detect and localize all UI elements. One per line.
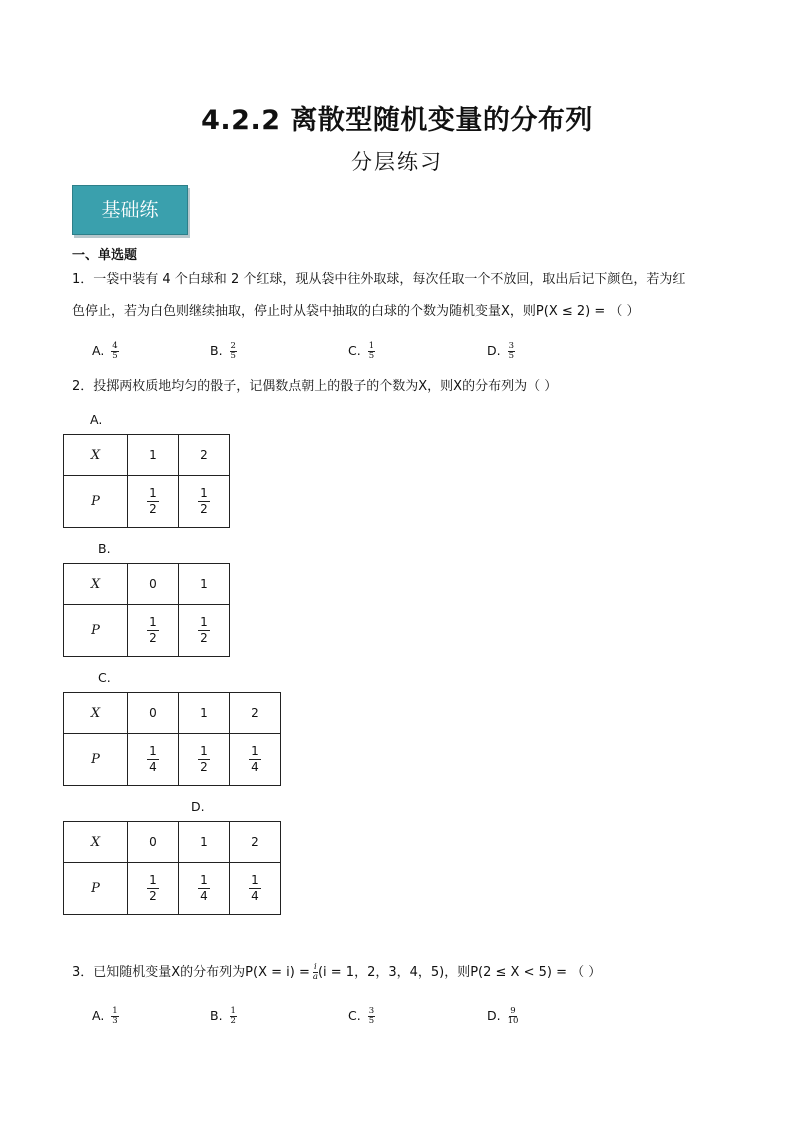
table-head-x: X: [64, 693, 128, 734]
fraction: $\frac{3}{5}$: [508, 341, 515, 361]
fraction: $\frac{9}{10}$: [507, 1006, 519, 1026]
fraction: $\frac{3}{5}$: [368, 1006, 375, 1026]
q1-line2: 色停止，若为白色则继续抽取，停止时从袋中抽取的白球的个数为随机变量X，则P(X ≤ 2) = （ ）: [72, 304, 640, 319]
fraction: $\frac{1}{3}$: [112, 1006, 118, 1026]
q2-option-d-table: [63, 821, 281, 915]
table-head-p: P: [64, 863, 128, 915]
table-cell: $\frac{1}{2}$: [128, 605, 179, 657]
q3-option-d[interactable]: D. $\frac{9}{10}$: [487, 1006, 519, 1026]
q1-option-c[interactable]: C. $\frac{1}{5}$: [348, 341, 375, 361]
page-title: 4.2.2 离散型随机变量的分布列: [201, 105, 593, 136]
table-cell: 1: [128, 435, 179, 476]
q2-option-d-label[interactable]: D.: [191, 799, 205, 814]
fraction: $\frac{1}{2}$: [230, 1006, 236, 1026]
table-cell: $\frac{1}{2}$: [128, 863, 179, 915]
table-cell: 2: [230, 822, 281, 863]
fraction: $\frac{2}{5}$: [230, 341, 236, 361]
q3-option-c[interactable]: C. $\frac{3}{5}$: [348, 1006, 375, 1026]
table-cell: $\frac{1}{4}$: [179, 863, 230, 915]
q2-option-b-label[interactable]: B.: [98, 541, 111, 556]
table-cell: $\frac{1}{4}$: [128, 734, 179, 786]
q1-line1: 1．一袋中装有 4 个白球和 2 个红球，现从袋中往外取球，每次任取一个不放回，取出后记下颜色，若为红: [72, 272, 686, 287]
q2-stem: 2．投掷两枚质地均匀的骰子，记偶数点朝上的骰子的个数为X，则X的分布列为（ ）: [72, 379, 558, 394]
table-cell: 1: [179, 564, 230, 605]
page-subtitle: 分层练习: [351, 150, 443, 174]
table-head-x: X: [64, 435, 128, 476]
q2-option-c-label[interactable]: C.: [98, 670, 111, 685]
table-cell: 1: [179, 693, 230, 734]
q1-option-d[interactable]: D. $\frac{3}{5}$: [487, 341, 515, 361]
table-cell: 2: [230, 693, 281, 734]
table-cell: 0: [128, 693, 179, 734]
q3-option-b[interactable]: B. $\frac{1}{2}$: [210, 1006, 236, 1026]
q1-option-b[interactable]: B. $\frac{2}{5}$: [210, 341, 236, 361]
table-cell: 0: [128, 822, 179, 863]
section-heading: 一、单选题: [72, 248, 138, 263]
table-cell: 0: [128, 564, 179, 605]
q3-option-a[interactable]: A. $\frac{1}{3}$: [92, 1006, 118, 1026]
q2-option-a-table: [63, 434, 230, 528]
table-cell: $\frac{1}{2}$: [179, 605, 230, 657]
table-cell: $\frac{1}{4}$: [230, 734, 281, 786]
table-head-x: X: [64, 564, 128, 605]
table-head-p: P: [64, 476, 128, 528]
q2-option-c-table: [63, 692, 281, 786]
table-head-p: P: [64, 605, 128, 657]
fraction: $\frac{1}{5}$: [368, 341, 375, 361]
q2-option-b-table: [63, 563, 230, 657]
q3-stem: 3．已知随机变量X的分布列为P(X = i) = $\frac{i}{a}$ (i = 1，2，3，4，5)，则P(2 ≤ X < 5) = （ ）: [72, 962, 602, 982]
table-cell: $\frac{1}{2}$: [179, 734, 230, 786]
table-head-x: X: [64, 822, 128, 863]
table-cell: $\frac{1}{2}$: [128, 476, 179, 528]
q2-option-a-label[interactable]: A.: [90, 412, 103, 427]
fraction: $\frac{4}{5}$: [112, 341, 118, 361]
table-cell: 1: [179, 822, 230, 863]
q1-option-a[interactable]: A. $\frac{4}{5}$: [92, 341, 118, 361]
table-cell: $\frac{1}{2}$: [179, 476, 230, 528]
table-cell: $\frac{1}{4}$: [230, 863, 281, 915]
table-head-p: P: [64, 734, 128, 786]
level-badge: 基础练: [72, 185, 188, 235]
fraction: $\frac{i}{a}$: [312, 962, 318, 982]
table-cell: 2: [179, 435, 230, 476]
